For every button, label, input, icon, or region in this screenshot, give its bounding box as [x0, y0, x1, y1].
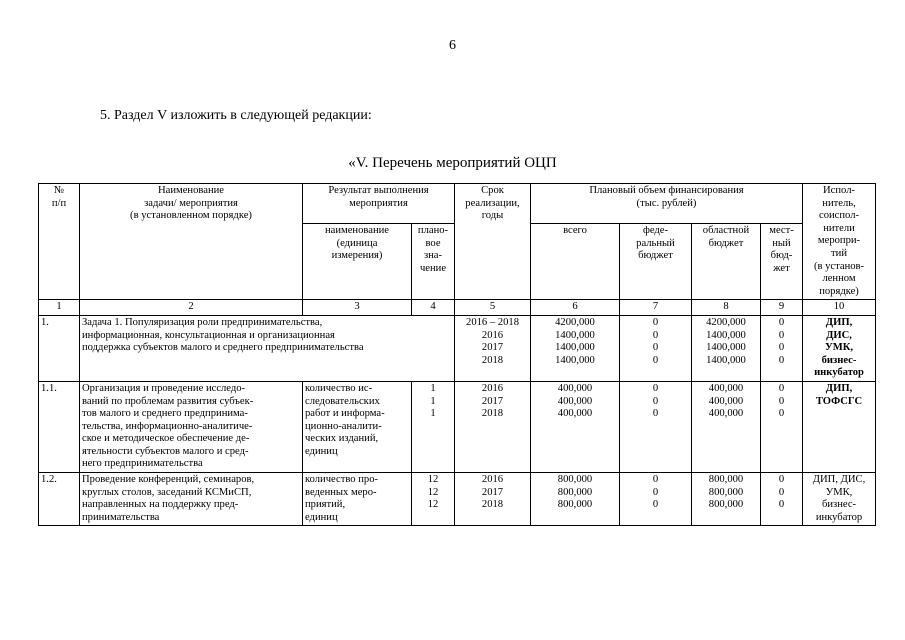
column-numbers-row — [39, 300, 876, 316]
table-row — [39, 473, 876, 526]
col-number: 6 — [531, 300, 620, 316]
cell-line: 800,000 — [557, 474, 593, 486]
header-fund-regional — [692, 224, 761, 300]
cell-line: 2016 — [481, 474, 504, 486]
cell-line: ральный — [636, 237, 675, 249]
cell-line: 2018 — [481, 354, 504, 366]
cell-line: УМК, — [825, 486, 853, 498]
cell-line: (в установ- — [813, 260, 865, 272]
cell-line: 1 — [430, 408, 436, 420]
row-plan — [412, 381, 455, 472]
cell-line: 1 — [430, 382, 436, 394]
cell-line: 0 — [778, 486, 785, 498]
task-name — [80, 315, 455, 381]
row-years — [455, 381, 531, 472]
cell-line: феде- — [642, 225, 669, 237]
cell-line: (тыс. рублей) — [636, 197, 697, 209]
task-total — [531, 315, 620, 381]
cell-line: 0 — [778, 395, 785, 407]
cell-line: мероприятия — [349, 197, 408, 209]
header-term — [455, 184, 531, 300]
cell-line: направленных на поддержку пред- — [82, 499, 239, 511]
cell-line: 4200,000 — [555, 316, 595, 328]
cell-line: единиц — [305, 511, 338, 523]
cell-line: тельства, информационно-аналитиче- — [82, 420, 253, 432]
cell-line: него предпринимательства — [82, 458, 203, 470]
intro-text: 5. Раздел V изложить в следующей редакции: — [100, 108, 372, 123]
table-row — [39, 381, 876, 472]
col-number: 8 — [692, 300, 761, 316]
header-name — [80, 184, 303, 300]
cell-line: ческих изданий, — [305, 433, 379, 445]
task-num: 1. — [39, 315, 80, 381]
cell-line: 400,000 — [557, 395, 593, 407]
cell-line: 0 — [652, 382, 659, 394]
row-result-name — [303, 381, 412, 472]
cell-line: 1400,000 — [555, 342, 595, 354]
col-number: 9 — [761, 300, 803, 316]
row-plan — [412, 473, 455, 526]
cell-line: инкубатор — [814, 367, 864, 379]
cell-line: меропри- — [817, 235, 861, 247]
cell-line: тов малого и среднего предпринима- — [82, 408, 248, 420]
cell-line: 0 — [652, 354, 659, 366]
cell-line: приятий, — [305, 499, 346, 511]
cell-line: № — [53, 185, 65, 196]
cell-line: количество ис- — [305, 382, 373, 394]
cell-line: ДИП, — [825, 382, 853, 394]
row-local — [761, 381, 803, 472]
task-years — [455, 315, 531, 381]
cell-line: порядке) — [819, 285, 859, 297]
cell-line: 1400,000 — [706, 354, 746, 366]
cell-line: 12 — [427, 499, 439, 511]
cell-line: Проведение конференций, семинаров, — [82, 474, 255, 486]
col-number: 1 — [39, 300, 80, 316]
cell-line: задачи/ мероприятия — [144, 197, 238, 209]
header-fund-federal — [620, 224, 692, 300]
col-number: 10 — [803, 300, 876, 316]
cell-line: информационная, консультационная и организационная — [82, 329, 335, 341]
cell-line: всего — [563, 225, 587, 237]
cell-line: 2016 — [481, 382, 504, 394]
cell-line: 0 — [778, 382, 785, 394]
cell-line: реализации, — [465, 197, 520, 209]
cell-line: 400,000 — [557, 408, 593, 420]
cell-line: 0 — [652, 342, 659, 354]
cell-line: годы — [481, 210, 504, 222]
row-executor — [803, 473, 876, 526]
cell-line: 0 — [778, 342, 785, 354]
cell-line: 0 — [652, 329, 659, 341]
row-name — [80, 381, 303, 472]
row-name — [80, 473, 303, 526]
cell-line: Срок — [481, 185, 504, 196]
header-result-name — [303, 224, 412, 300]
cell-line: 2018 — [481, 408, 504, 420]
cell-line: 0 — [652, 395, 659, 407]
col-number: 2 — [80, 300, 303, 316]
header-fund-local — [761, 224, 803, 300]
task-row — [39, 315, 876, 381]
cell-line: 2017 — [481, 486, 504, 498]
task-executor — [803, 315, 876, 381]
cell-line: тий — [831, 247, 847, 259]
cell-line: круглых столов, заседаний КСМиСП, — [82, 486, 252, 498]
cell-line: Наименование — [158, 185, 224, 196]
cell-line: 800,000 — [708, 499, 744, 511]
cell-line: нитель, — [822, 197, 856, 209]
task-regional — [692, 315, 761, 381]
row-regional — [692, 381, 761, 472]
cell-line: ДИС, — [826, 329, 852, 341]
cell-line: ТОФСГС — [815, 395, 863, 407]
cell-line: следовательских — [305, 395, 380, 407]
cell-line: 1400,000 — [706, 329, 746, 341]
cell-line: 2018 — [481, 499, 504, 511]
cell-line: ленном — [822, 273, 856, 285]
cell-line: 0 — [778, 474, 785, 486]
cell-line: 2016 – 2018 — [466, 316, 519, 328]
cell-line: плано- — [417, 225, 449, 237]
cell-line: Задача 1. Популяризация роли предпринимательства, — [82, 316, 323, 328]
cell-line: единиц — [305, 445, 338, 457]
cell-line: нители — [823, 222, 855, 234]
cell-line: Результат выполнения — [328, 185, 429, 196]
cell-line: измерения) — [331, 250, 383, 262]
cell-line: 400,000 — [708, 395, 744, 407]
col-number: 5 — [455, 300, 531, 316]
cell-line: ское и методическое обеспечение де- — [82, 433, 250, 445]
cell-line: инкубатор — [815, 511, 863, 523]
task-local — [761, 315, 803, 381]
cell-line: областной — [702, 225, 750, 237]
cell-line: 1400,000 — [555, 354, 595, 366]
cell-line: 800,000 — [557, 499, 593, 511]
header-funding-group — [531, 184, 803, 224]
cell-line: бизнес- — [821, 499, 857, 511]
cell-line: веденных меро- — [305, 486, 377, 498]
cell-line: 800,000 — [557, 486, 593, 498]
cell-line: 0 — [778, 354, 785, 366]
cell-line: 0 — [778, 316, 785, 328]
cell-line: 0 — [652, 499, 659, 511]
header-result-group — [303, 184, 455, 224]
cell-line: 0 — [652, 408, 659, 420]
cell-line: поддержка субъектов малого и среднего предпринимательства — [82, 342, 364, 354]
row-local — [761, 473, 803, 526]
cell-line: 1400,000 — [555, 329, 595, 341]
cell-line: чение — [419, 262, 447, 274]
cell-line: принимательства — [82, 511, 160, 523]
cell-line: бюджет — [638, 250, 673, 262]
cell-line: ДИП, ДИС, — [812, 474, 866, 486]
row-total — [531, 381, 620, 472]
cell-line: 2016 — [481, 329, 504, 341]
page-number: 6 — [449, 38, 456, 53]
cell-line: 1 — [430, 395, 436, 407]
cell-line: 800,000 — [708, 474, 744, 486]
cell-line: 1400,000 — [706, 342, 746, 354]
cell-line: Организация и проведение исследо- — [82, 382, 246, 394]
cell-line: бизнес- — [821, 354, 857, 366]
cell-line: ционно-аналити- — [305, 420, 382, 432]
cell-line: 0 — [652, 474, 659, 486]
cell-line: 4200,000 — [706, 316, 746, 328]
cell-line: (единица — [336, 237, 378, 249]
cell-line: 2017 — [481, 395, 504, 407]
cell-line: 0 — [778, 329, 785, 341]
header-result-plan — [412, 224, 455, 300]
cell-line: наименование — [324, 225, 390, 237]
row-federal — [620, 381, 692, 472]
cell-line: вое — [425, 237, 441, 249]
row-total — [531, 473, 620, 526]
cell-line: 0 — [778, 499, 785, 511]
cell-line: 0 — [652, 486, 659, 498]
col-number: 7 — [620, 300, 692, 316]
task-federal — [620, 315, 692, 381]
cell-line: 0 — [778, 408, 785, 420]
row-regional — [692, 473, 761, 526]
cell-line: УМК, — [824, 342, 854, 354]
cell-line: ятельности субъектов малого и сред- — [82, 445, 249, 457]
header-num — [39, 184, 80, 300]
cell-line: 400,000 — [557, 382, 593, 394]
row-federal — [620, 473, 692, 526]
col-number: 3 — [303, 300, 412, 316]
cell-line: количество про- — [305, 474, 379, 486]
cell-line: 0 — [652, 316, 659, 328]
cell-line: зна- — [423, 250, 443, 262]
row-num: 1.2. — [39, 473, 80, 526]
row-num: 1.1. — [39, 381, 80, 472]
cell-line: 12 — [427, 486, 439, 498]
row-result-name — [303, 473, 412, 526]
cell-line: ный — [772, 237, 791, 249]
header-fund-total — [531, 224, 620, 300]
cell-line: Плановый объем финансирования — [589, 185, 744, 196]
cell-line: 12 — [427, 474, 439, 486]
cell-line: мест- — [769, 225, 794, 237]
header-executor — [803, 184, 876, 300]
cell-line: соиспол- — [819, 210, 860, 222]
col-number: 4 — [412, 300, 455, 316]
cell-line: работ и информа- — [305, 408, 385, 420]
cell-line: бюджет — [708, 237, 744, 249]
section-title: «V. Перечень мероприятий ОЦП — [348, 155, 557, 171]
cell-line: п/п — [51, 197, 67, 209]
cell-line: 2017 — [481, 342, 504, 354]
cell-line: ДИП, — [825, 316, 853, 328]
row-years — [455, 473, 531, 526]
activities-table — [38, 183, 876, 526]
cell-line: ваний по проблемам развития субъек- — [82, 395, 254, 407]
cell-line: (в установленном порядке) — [130, 210, 252, 222]
cell-line: 400,000 — [708, 408, 744, 420]
row-executor — [803, 381, 876, 472]
cell-line: бюд- — [770, 250, 793, 262]
cell-line: 800,000 — [708, 486, 744, 498]
cell-line: жет — [773, 262, 790, 274]
cell-line: 400,000 — [708, 382, 744, 394]
cell-line: Испол- — [823, 185, 856, 196]
